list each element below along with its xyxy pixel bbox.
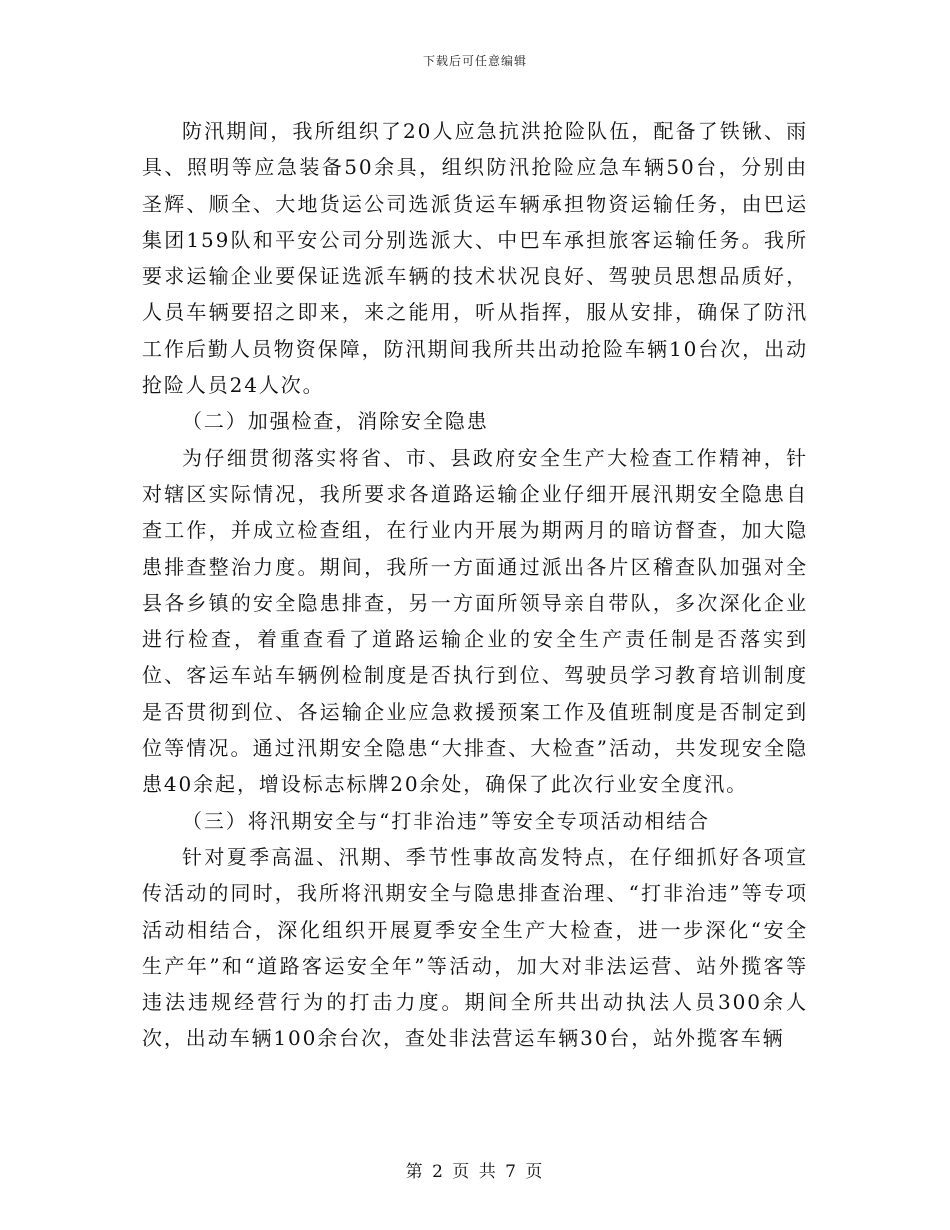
paragraph-hazard-inspection: 为仔细贯彻落实将省、市、县政府安全生产大检查工作精神，针对辖区实际情况，我所要求各道路运输企业仔细开展汛期安全隐患自查工作，并成立检查组，在行业内开展为期两月的暗访督查，加大隐患排查整治力度。期间，我所一方面通过派出各片区稽查队加强对全县各乡镇的安全隐患排查，另一方面所领导亲自带队，多次深化企业进行检查，着重查看了道路运输企业的安全生产责任制是否落实到位、客运车站车辆例检制度是否执行到位、驾驶员学习教育培训制度是否贯彻到位、各运输企业应急救援预案工作及值班制度是否制定到位等情况。通过汛期安全隐患“大排查、大检查”活动，共发现安全隐患40余起，增设标志标牌20余处，确保了此次行业安全度汛。	[142, 445, 808, 797]
page-number: 第 2 页 共 7 页	[405, 1162, 545, 1182]
paragraph-special-campaign: 针对夏季高温、汛期、季节性事故高发特点，在仔细抓好各项宣传活动的同时，我所将汛期安全与隐患排查治理、“打非治违”等专项活动相结合，深化组织开展夏季安全生产大检查，进一步深化“安全生产年”和“道路客运安全年”等活动，加大对非法运营、站外揽客等违法违规经营行为的打击力度。期间全所共出动执法人员300余人次，出动车辆100余台次，查处非法营运车辆30台，站外揽客车辆	[142, 844, 808, 1051]
paragraph-flood-preparedness: 防汛期间，我所组织了20人应急抗洪抢险队伍，配备了铁锹、雨具、照明等应急装备50余具，组织防汛抢险应急车辆50台，分别由圣辉、顺全、大地货运公司选派货运车辆承担物资运输任务，由巴运集团159队和平安公司分别选派大、中巴车承担旅客运输任务。我所要求运输企业要保证选派车辆的技术状况良好、驾驶员思想品质好，人员车辆要招之即来，来之能用，听从指挥，服从安排，确保了防汛工作后勤人员物资保障，防汛期间我所共出动抢险车辆10台次，出动抢险人员24人次。	[142, 119, 808, 398]
section-heading-special-campaign: （三）将汛期安全与“打非治违”等安全专项活动相结合	[182, 808, 710, 833]
section-heading-inspection: （二）加强检查，消除安全隐患	[182, 409, 489, 434]
page-header-note: 下载后可任意编辑	[422, 54, 527, 68]
document-body	[142, 113, 808, 1057]
